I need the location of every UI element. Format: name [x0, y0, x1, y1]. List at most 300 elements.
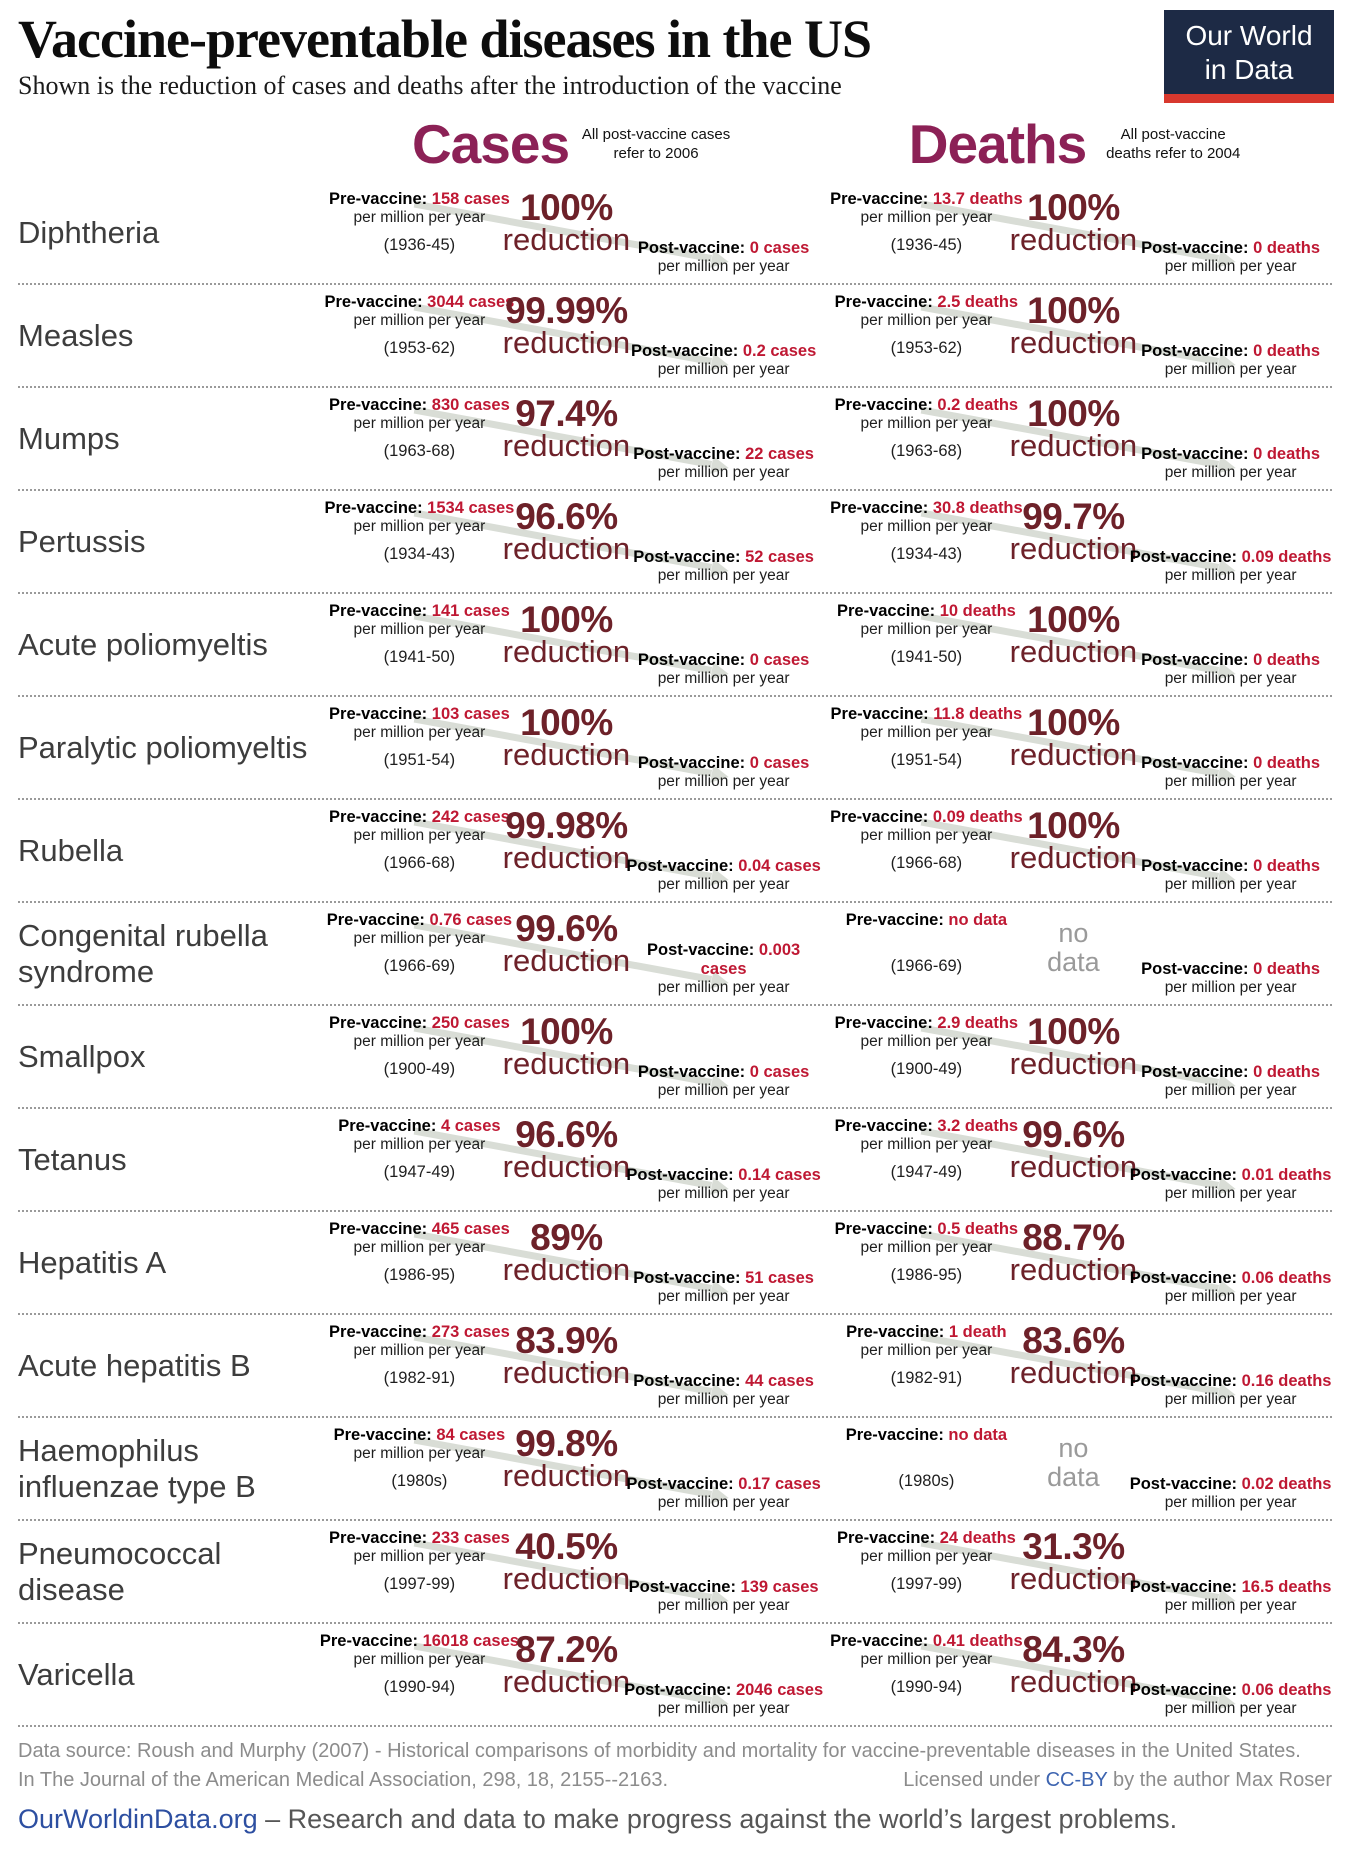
post-unit: per million per year	[657, 875, 790, 893]
reduction-word: reduction	[1009, 1355, 1138, 1391]
pre-years: (1990-94)	[890, 1677, 963, 1696]
pre-unit: per million per year	[353, 209, 486, 227]
reduction-word: reduction	[502, 737, 631, 773]
pre-unit: per million per year	[860, 827, 993, 845]
pre-years: (1982-91)	[890, 1368, 963, 1387]
disease-name: Smallpox	[18, 1038, 146, 1074]
pre-years: (1936-45)	[383, 235, 456, 254]
post-vaccine-block	[622, 1166, 825, 1204]
post-label: Post-vaccine:	[633, 547, 741, 566]
reduction-percent: 83.9%	[515, 1320, 618, 1362]
owid-logo-line2: in Data	[1204, 54, 1294, 86]
post-value: 0.16 deaths	[1241, 1371, 1332, 1390]
post-unit: per million per year	[1164, 566, 1297, 584]
pre-label: Pre-vaccine:	[329, 705, 428, 724]
cases-cell	[318, 182, 825, 283]
pre-label: Pre-vaccine:	[329, 1323, 428, 1342]
disease-row	[18, 1315, 1332, 1418]
cases-cell	[318, 491, 825, 592]
post-label: Post-vaccine:	[633, 444, 741, 463]
reduction-percent: 100%	[520, 702, 613, 744]
pre-years: (1966-68)	[383, 853, 456, 872]
pre-years: (1966-68)	[890, 853, 963, 872]
reduction-word: reduction	[502, 1355, 631, 1391]
reduction-word: reduction	[1009, 1664, 1138, 1700]
pre-years: (1982-91)	[383, 1368, 456, 1387]
footer	[18, 1727, 1332, 1849]
reduction-word: reduction	[502, 222, 631, 258]
pre-label: Pre-vaccine:	[836, 1529, 936, 1548]
reduction-percent: 100%	[1027, 599, 1120, 641]
post-label: Post-vaccine:	[633, 1268, 741, 1287]
disease-row	[18, 1212, 1332, 1315]
reduction-percent: 99.98%	[505, 805, 628, 847]
deaths-cell	[825, 388, 1332, 489]
cases-cell	[318, 1521, 825, 1622]
pre-label: Pre-vaccine:	[830, 808, 929, 827]
pre-value: 233 cases	[431, 1529, 510, 1548]
deaths-cell	[825, 1006, 1332, 1107]
reduction-percent: 96.6%	[515, 1114, 618, 1156]
reduction-percent: 99.8%	[515, 1423, 618, 1465]
post-vaccine-block	[622, 1681, 825, 1719]
post-value: 0 cases	[749, 238, 810, 257]
post-label: Post-vaccine:	[626, 1474, 734, 1493]
pre-unit: per million per year	[860, 1342, 993, 1360]
post-value: 0.06 deaths	[1241, 1268, 1332, 1287]
post-unit: per million per year	[657, 1184, 790, 1202]
post-vaccine-block	[622, 548, 825, 586]
post-value: 0 deaths	[1253, 1062, 1321, 1081]
disease-name: Congenital rubella syndrome	[18, 917, 268, 989]
pre-label: Pre-vaccine:	[333, 1426, 432, 1445]
cases-cell	[318, 1212, 825, 1313]
pre-value: 2.5 deaths	[937, 293, 1019, 312]
pre-years: (1997-99)	[890, 1574, 963, 1593]
reduction-percent: 84.3%	[1022, 1629, 1125, 1671]
post-unit: per million per year	[657, 1081, 790, 1099]
reduction-word: reduction	[1009, 531, 1138, 567]
disease-row	[18, 285, 1332, 388]
reduction-word: reduction	[502, 1046, 631, 1082]
reduction-percent: 40.5%	[515, 1526, 618, 1568]
post-label: Post-vaccine:	[637, 753, 746, 772]
pre-years: (1951-54)	[890, 750, 963, 769]
reduction-word: reduction	[502, 428, 631, 464]
post-label: Post-vaccine:	[1129, 1371, 1237, 1390]
reduction-word: reduction	[1009, 222, 1138, 258]
pre-value: 30.8 deaths	[932, 499, 1023, 518]
post-vaccine-block	[1129, 1269, 1332, 1307]
pre-label: Pre-vaccine:	[830, 705, 929, 724]
pre-value: 830 cases	[431, 396, 510, 415]
post-vaccine-block	[1129, 754, 1332, 792]
reduction-word: reduction	[502, 531, 631, 567]
reduction-percent: 99.6%	[515, 908, 618, 950]
no-data-line2: data	[1047, 947, 1100, 978]
post-value: 0 deaths	[1253, 238, 1321, 257]
disease-row	[18, 1006, 1332, 1109]
post-unit: per million per year	[657, 1390, 790, 1408]
post-value: 51 cases	[745, 1268, 814, 1287]
column-header-spacer	[18, 117, 318, 172]
disease-name: Haemophilus influenzae type B	[18, 1432, 256, 1504]
pre-value: 103 cases	[431, 705, 510, 724]
disease-row	[18, 182, 1332, 285]
license-suffix: by the author Max Roser	[1107, 1769, 1332, 1792]
deaths-cell	[825, 594, 1332, 695]
post-label: Post-vaccine:	[637, 1062, 746, 1081]
pre-value: 250 cases	[431, 1014, 510, 1033]
pre-label: Pre-vaccine:	[845, 911, 944, 930]
pre-years: (1963-68)	[383, 441, 456, 460]
deaths-cell	[825, 1315, 1332, 1416]
disease-name: Paralytic poliomyeltis	[18, 729, 308, 765]
pre-label: Pre-vaccine:	[326, 911, 425, 930]
cases-cell	[318, 594, 825, 695]
post-vaccine-block	[1129, 548, 1332, 586]
page-title: Vaccine-preventable diseases in the US	[18, 9, 871, 69]
post-label: Post-vaccine:	[1141, 856, 1249, 875]
post-label: Post-vaccine:	[633, 1371, 741, 1390]
post-label: Post-vaccine:	[647, 940, 755, 959]
post-value: 0 deaths	[1253, 444, 1321, 463]
reduction-word: reduction	[1009, 1561, 1138, 1597]
disease-name: Pneumococcal disease	[18, 1535, 222, 1607]
post-unit: per million per year	[657, 669, 790, 687]
disease-row	[18, 491, 1332, 594]
pre-value: 0.2 deaths	[937, 396, 1019, 415]
disease-name: Diphtheria	[18, 214, 160, 250]
pre-years: (1936-45)	[890, 235, 963, 254]
pre-unit: per million per year	[860, 518, 993, 536]
pre-label: Pre-vaccine:	[329, 1014, 428, 1033]
post-label: Post-vaccine:	[1129, 1680, 1237, 1699]
pre-value: 1 death	[948, 1323, 1007, 1342]
pre-years: (1980s)	[391, 1471, 448, 1490]
post-unit: per million per year	[657, 463, 790, 481]
disease-row	[18, 697, 1332, 800]
pre-label: Pre-vaccine:	[830, 190, 929, 209]
reduction-word: reduction	[502, 1458, 631, 1494]
post-vaccine-block	[622, 1578, 825, 1616]
pre-label: Pre-vaccine:	[329, 190, 428, 209]
reduction-word: reduction	[502, 1149, 631, 1185]
post-value: 0 cases	[749, 753, 810, 772]
reduction-word: reduction	[1009, 428, 1138, 464]
cases-cell	[318, 388, 825, 489]
post-unit: per million per year	[1164, 669, 1297, 687]
pre-value: 242 cases	[431, 808, 510, 827]
post-vaccine-block	[1129, 1475, 1332, 1513]
pre-unit: per million per year	[860, 1239, 993, 1257]
license-text	[903, 1769, 1332, 1792]
disease-row	[18, 1418, 1332, 1521]
cc-by-link[interactable]: CC-BY	[1045, 1769, 1108, 1792]
reduction-word: reduction	[502, 1561, 631, 1597]
reduction-percent: 87.2%	[515, 1629, 618, 1671]
post-label: Post-vaccine:	[1129, 1577, 1237, 1596]
pre-value: 13.7 deaths	[932, 190, 1023, 209]
pre-unit: per million per year	[353, 930, 486, 948]
post-unit: per million per year	[1164, 257, 1297, 275]
cases-cell	[318, 697, 825, 798]
pre-label: Pre-vaccine:	[836, 602, 936, 621]
post-value: 0 deaths	[1253, 959, 1321, 978]
post-value: 0 deaths	[1253, 753, 1321, 772]
reduction-word: reduction	[1009, 737, 1138, 773]
reduction-percent: 88.7%	[1022, 1217, 1125, 1259]
pre-years: (1986-95)	[383, 1265, 456, 1284]
cases-cell	[318, 800, 825, 901]
reduction-percent: 100%	[1027, 702, 1120, 744]
pre-unit: per million per year	[353, 312, 486, 330]
reduction-word: reduction	[502, 634, 631, 670]
pre-unit: per million per year	[353, 724, 486, 742]
post-value: 0.14 cases	[738, 1165, 821, 1184]
post-unit: per million per year	[657, 566, 790, 584]
pre-years: (1941-50)	[383, 647, 456, 666]
pre-unit: per million per year	[353, 1033, 486, 1051]
reduction-word: reduction	[502, 840, 631, 876]
post-label: Post-vaccine:	[1141, 444, 1249, 463]
pre-label: Pre-vaccine:	[846, 1323, 945, 1342]
pre-unit: per million per year	[353, 1136, 486, 1154]
pre-label: Pre-vaccine:	[834, 1117, 933, 1136]
reduction-percent: 97.4%	[515, 393, 618, 435]
post-unit: per million per year	[657, 1287, 790, 1305]
pre-unit: per million per year	[860, 312, 993, 330]
reduction-percent: 100%	[1027, 805, 1120, 847]
post-vaccine-block	[622, 857, 825, 895]
pre-years: (1900-49)	[383, 1059, 456, 1078]
post-label: Post-vaccine:	[628, 1577, 736, 1596]
post-unit: per million per year	[657, 978, 790, 996]
reduction-word: reduction	[502, 1252, 631, 1288]
deaths-cell	[825, 800, 1332, 901]
disease-row	[18, 388, 1332, 491]
reduction-word: reduction	[1009, 325, 1138, 361]
post-value: 0 cases	[749, 1062, 810, 1081]
disease-row	[18, 1109, 1332, 1212]
pre-years: (1900-49)	[890, 1059, 963, 1078]
post-value: 0.01 deaths	[1241, 1165, 1332, 1184]
reduction-word: reduction	[502, 1664, 631, 1700]
pre-label: Pre-vaccine:	[329, 602, 428, 621]
reduction-word: reduction	[502, 943, 631, 979]
pre-value: no data	[948, 911, 1008, 930]
pre-years: (1986-95)	[890, 1265, 963, 1284]
cases-cell	[318, 285, 825, 386]
owid-logo-line1: Our World	[1185, 20, 1313, 51]
deaths-cell	[825, 491, 1332, 592]
disease-name: Varicella	[18, 1656, 135, 1692]
post-unit: per million per year	[1164, 875, 1297, 893]
pre-unit: per million per year	[860, 415, 993, 433]
pre-unit: per million per year	[353, 415, 486, 433]
pre-years: (1963-68)	[890, 441, 963, 460]
post-unit: per million per year	[657, 360, 790, 378]
post-label: Post-vaccine:	[637, 650, 746, 669]
post-unit: per million per year	[1164, 772, 1297, 790]
post-value: 0.17 cases	[738, 1474, 821, 1493]
post-vaccine-block	[622, 1269, 825, 1307]
page-subtitle: Shown is the reduction of cases and deaths after the introduction of the vaccine	[18, 71, 842, 101]
pre-value: 11.8 deaths	[933, 705, 1023, 724]
pre-label: Pre-vaccine:	[329, 808, 428, 827]
pre-unit: per million per year	[353, 1651, 486, 1669]
post-value: 0 deaths	[1253, 341, 1321, 360]
pre-value: 273 cases	[431, 1323, 510, 1342]
pre-years: (1953-62)	[383, 338, 456, 357]
post-unit: per million per year	[1164, 1081, 1297, 1099]
reduction-word: reduction	[1009, 1252, 1138, 1288]
pre-label: Pre-vaccine:	[338, 1117, 437, 1136]
pre-value: 0.41 deaths	[932, 1632, 1023, 1651]
post-unit: per million per year	[657, 1596, 790, 1614]
no-data-line1: no	[1058, 918, 1089, 949]
pre-years: (1934-43)	[890, 544, 963, 563]
reduction-percent: 96.6%	[515, 496, 618, 538]
data-source-line2: In The Journal of the American Medical Association, 298, 18, 2155--2163.	[18, 1769, 669, 1792]
data-source-line1: Data source: Roush and Murphy (2007) - Historical comparisons of morbidity and mortality for vaccine-preventable diseases in the United States.	[18, 1740, 1301, 1763]
reduction-percent: 100%	[520, 187, 613, 229]
post-vaccine-block	[622, 941, 825, 998]
post-vaccine-block	[1129, 1681, 1332, 1719]
post-unit: per million per year	[1164, 1287, 1297, 1305]
pre-years: (1966-69)	[383, 956, 456, 975]
post-value: 0.2 cases	[742, 341, 817, 360]
post-vaccine-block	[1129, 857, 1332, 895]
pre-value: 16018 cases	[422, 1632, 519, 1651]
pre-label: Pre-vaccine:	[324, 293, 423, 312]
owid-tagline-text: – Research and data to make progress against the world’s largest problems.	[257, 1804, 1178, 1835]
post-value: 22 cases	[745, 444, 814, 463]
pre-unit: per million per year	[353, 1342, 486, 1360]
owid-site-link[interactable]: OurWorldinData.org	[18, 1804, 258, 1835]
pre-unit: per million per year	[860, 209, 993, 227]
post-label: Post-vaccine:	[1141, 650, 1249, 669]
reduction-percent: 100%	[520, 599, 613, 641]
pre-unit: per million per year	[860, 1033, 993, 1051]
reduction-percent: 100%	[520, 1011, 613, 1053]
disease-row	[18, 1521, 1332, 1624]
deaths-cell	[825, 285, 1332, 386]
reduction-percent: 100%	[1027, 187, 1120, 229]
pre-value: 84 cases	[436, 1426, 506, 1445]
post-unit: per million per year	[1164, 360, 1297, 378]
pre-unit: per million per year	[860, 621, 993, 639]
pre-unit: per million per year	[353, 1548, 486, 1566]
disease-name: Acute poliomyeltis	[18, 626, 268, 662]
pre-label: Pre-vaccine:	[830, 1632, 929, 1651]
disease-row	[18, 594, 1332, 697]
post-value: 139 cases	[740, 1577, 819, 1596]
post-label: Post-vaccine:	[1129, 1474, 1237, 1493]
post-vaccine-block	[1129, 1063, 1332, 1101]
post-unit: per million per year	[657, 1699, 790, 1717]
pre-years: (1934-43)	[383, 544, 456, 563]
reduction-percent: 31.3%	[1022, 1526, 1125, 1568]
post-value: 0 deaths	[1253, 856, 1321, 875]
deaths-column-header	[825, 113, 1332, 176]
disease-rows	[18, 182, 1332, 1727]
data-source-row2	[18, 1766, 1332, 1795]
pre-unit: per million per year	[860, 1548, 993, 1566]
pre-unit: per million per year	[860, 1136, 993, 1154]
deaths-header-label: Deaths	[908, 113, 1087, 176]
post-label: Post-vaccine:	[624, 1680, 732, 1699]
reduction-percent: 83.6%	[1022, 1320, 1125, 1362]
disease-name: Acute hepatitis B	[18, 1347, 251, 1383]
post-value: 0 cases	[749, 650, 810, 669]
disease-name: Hepatitis A	[18, 1244, 167, 1280]
owid-tagline	[18, 1804, 1332, 1835]
reduction-percent: 99.7%	[1022, 496, 1125, 538]
post-vaccine-block	[1129, 1578, 1332, 1616]
cases-cell	[318, 1624, 825, 1725]
post-value: 0.003 cases	[700, 940, 801, 978]
pre-years: (1966-69)	[890, 957, 963, 976]
post-label: Post-vaccine:	[1129, 1165, 1237, 1184]
deaths-cell	[825, 1418, 1332, 1519]
reduction-percent: 99.99%	[505, 290, 628, 332]
disease-row	[18, 800, 1332, 903]
post-vaccine-block	[1129, 445, 1332, 483]
post-vaccine-block	[1129, 342, 1332, 380]
post-unit: per million per year	[1164, 1493, 1297, 1511]
post-vaccine-block	[622, 342, 825, 380]
cases-header-note: All post-vaccine cases refer to 2006	[581, 126, 731, 162]
post-label: Post-vaccine:	[1141, 1062, 1249, 1081]
post-unit: per million per year	[657, 257, 790, 275]
post-vaccine-block	[1129, 1166, 1332, 1204]
cases-cell	[318, 1006, 825, 1107]
post-label: Post-vaccine:	[1141, 959, 1249, 978]
reduction-word: reduction	[1009, 1046, 1138, 1082]
deaths-cell	[825, 1109, 1332, 1210]
post-vaccine-block	[622, 1372, 825, 1410]
disease-name: Rubella	[18, 832, 124, 868]
license-prefix: Licensed under	[903, 1769, 1046, 1792]
disease-name: Measles	[18, 317, 134, 353]
post-vaccine-block	[622, 445, 825, 483]
pre-label: Pre-vaccine:	[834, 1014, 933, 1033]
pre-label: Pre-vaccine:	[324, 499, 423, 518]
pre-value: 4 cases	[440, 1117, 501, 1136]
post-value: 16.5 deaths	[1241, 1577, 1332, 1596]
post-value: 2046 cases	[735, 1680, 824, 1699]
disease-name: Mumps	[18, 420, 120, 456]
post-label: Post-vaccine:	[637, 238, 746, 257]
pre-value: 1534 cases	[427, 499, 515, 518]
pre-label: Pre-vaccine:	[830, 499, 929, 518]
deaths-cell	[825, 182, 1332, 283]
cases-cell	[318, 1418, 825, 1519]
pre-label: Pre-vaccine:	[834, 1220, 933, 1239]
post-label: Post-vaccine:	[630, 341, 739, 360]
pre-value: 3.2 deaths	[937, 1117, 1019, 1136]
no-data-line1: no	[1058, 1433, 1089, 1464]
deaths-cell	[825, 903, 1332, 1004]
pre-unit: per million per year	[353, 1239, 486, 1257]
post-vaccine-block	[622, 1475, 825, 1513]
reduction-word: reduction	[1009, 634, 1138, 670]
post-value: 0.06 deaths	[1241, 1680, 1332, 1699]
post-unit: per million per year	[1164, 978, 1297, 996]
pre-value: 3044 cases	[427, 293, 515, 312]
post-unit: per million per year	[1164, 1596, 1297, 1614]
